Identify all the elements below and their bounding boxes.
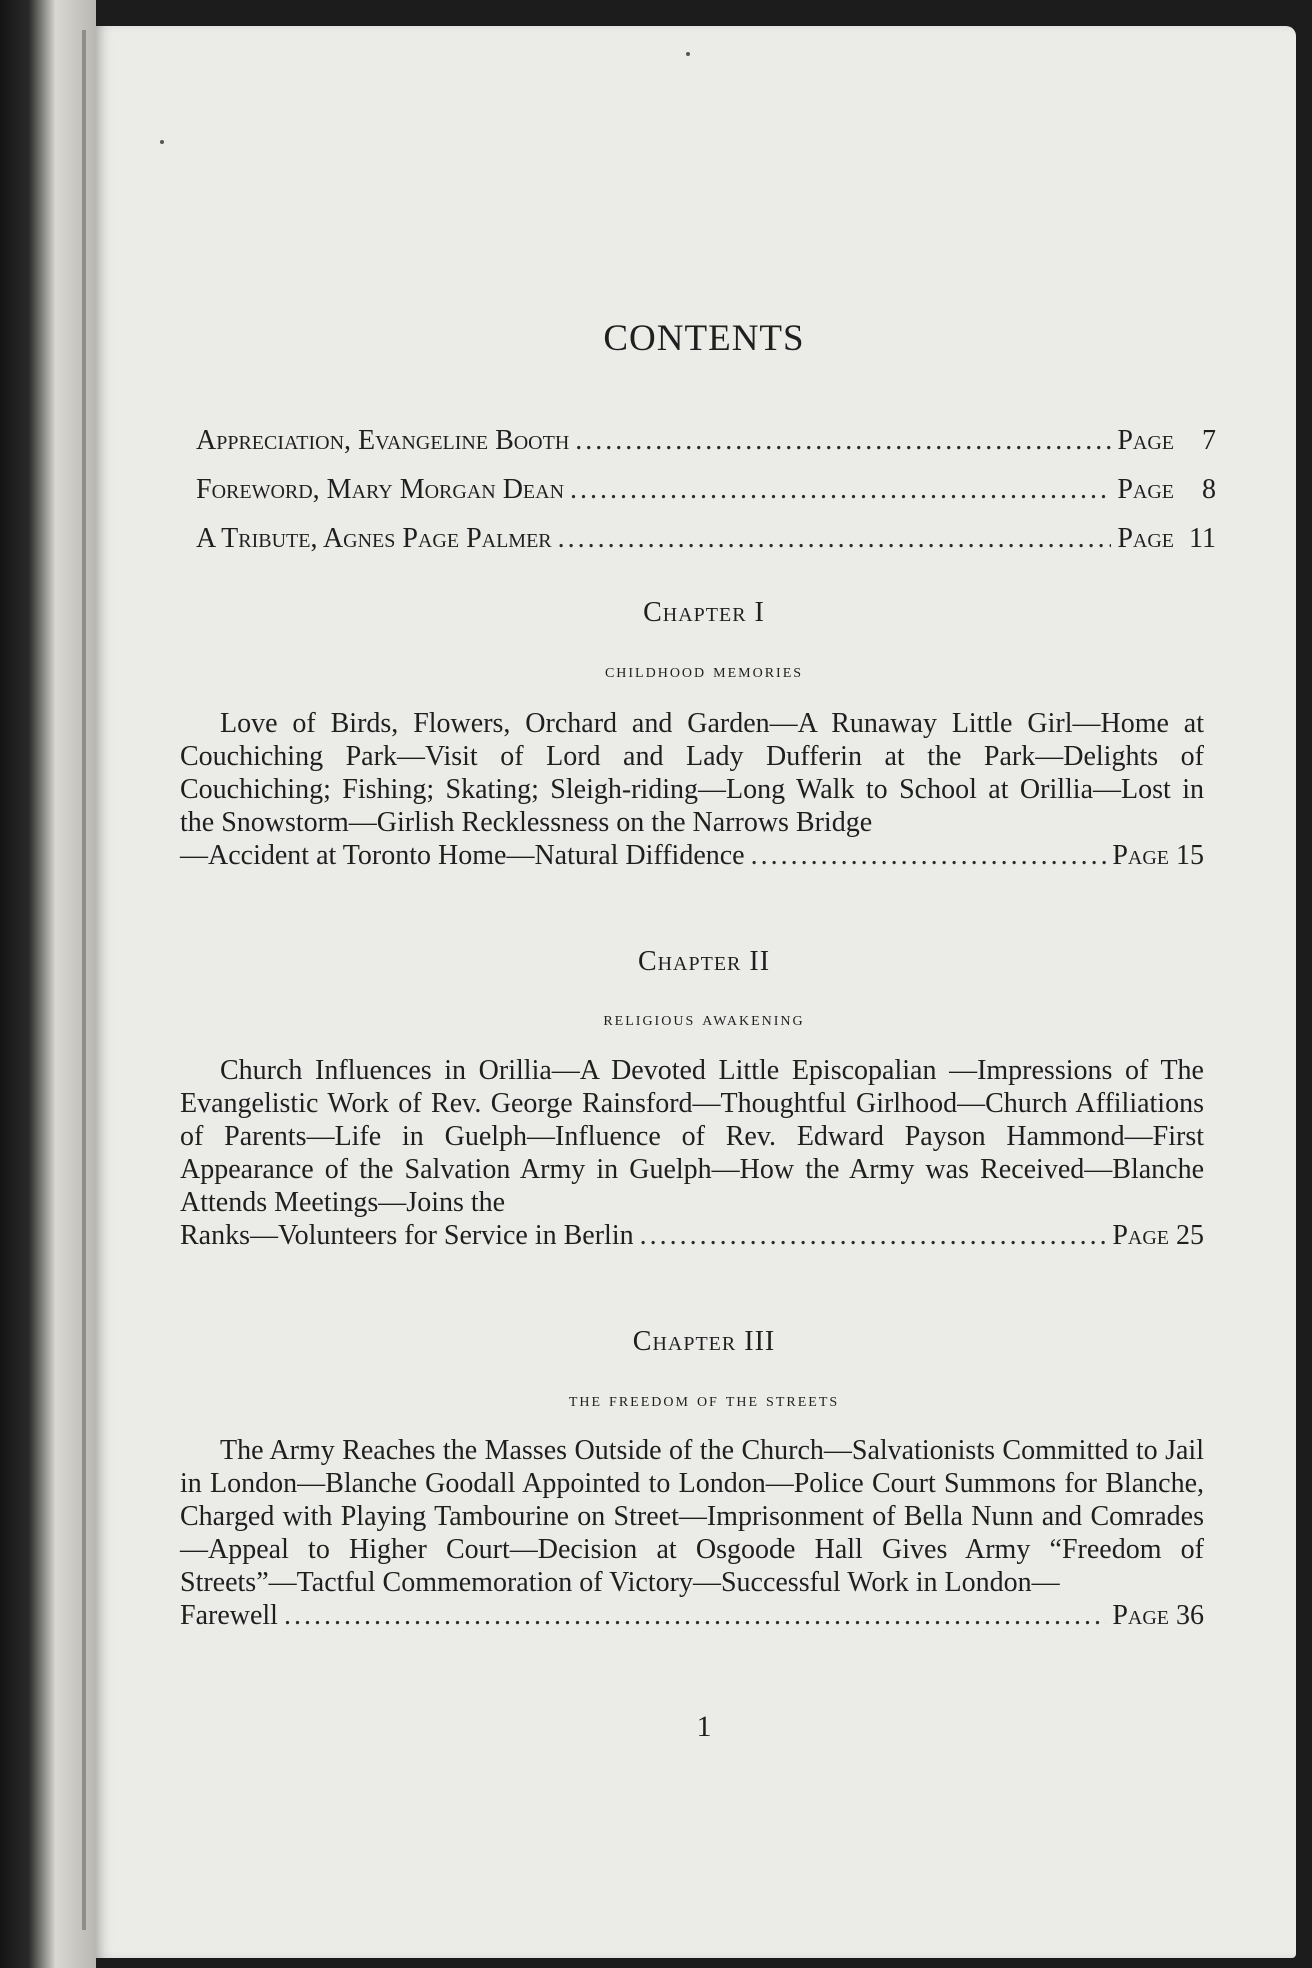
toc-entry-label: Appreciation, Evangeline Booth xyxy=(196,425,570,456)
leader-dots xyxy=(558,523,1112,555)
chapter-heading-1: Chapter I xyxy=(643,597,765,628)
leader-dots xyxy=(751,839,1107,872)
summary-last-line: —Accident at Toronto Home—Natural Diffidence ..... Page 15 xyxy=(180,839,1204,872)
paper-speck xyxy=(160,140,164,144)
chapter-summary-3[interactable] xyxy=(180,1434,1204,1632)
toc-entry-appreciation[interactable] xyxy=(196,425,1216,465)
leader-dots xyxy=(284,1599,1106,1632)
spine-edge xyxy=(82,30,86,1930)
chapter-subtitle-1: childhood memories xyxy=(604,660,804,682)
chapter-heading-3: Chapter III xyxy=(632,1326,776,1357)
chapter-page: Page 25 xyxy=(1112,1220,1204,1251)
leader-dots xyxy=(640,1219,1107,1252)
chapter-subtitle-2: religious awakening xyxy=(603,1008,805,1030)
contents-page xyxy=(96,0,1312,1968)
page-number: 1 xyxy=(696,1710,712,1743)
summary-text: The Army Reaches the Masses Outside of the Church—Salvationists Committed to Jail in London—Blanche Goodall Appointed to London—Police Court Summons for Blanche, Charged with Playing Tambourine on Street—Imprisonment of Bella Nunn and Comrades—Appeal to Higher Court—Decision at Osgoode Hall Gives Army “Freedom of Streets”—Tactful Commemoration of Victory—Successful Work in London— xyxy=(180,1435,1204,1598)
toc-entry-foreword[interactable] xyxy=(196,474,1216,514)
summary-text: Love of Birds, Flowers, Orchard and Garden—A Runaway Little Girl—Home at Couchiching Park—Visit of Lord and Lady Dufferin at the Park—Delights of Couchiching; Fishing; Skating; Sleigh-riding—Long Walk to School at Orillia—Lost in the Snowstorm—Girlish Recklessness on the Narrows Bridge xyxy=(180,708,1204,838)
summary-last-line: Farewell ..... Page 36 xyxy=(180,1599,1204,1632)
chapter-summary-1[interactable] xyxy=(180,707,1204,872)
summary-last-line: Ranks—Volunteers for Service in Berlin ..... Page 25 xyxy=(180,1219,1204,1252)
toc-entry-page: Page 7 xyxy=(1117,425,1216,456)
toc-entry-page: Page 8 xyxy=(1117,474,1216,505)
toc-entry-label: Foreword, Mary Morgan Dean xyxy=(196,474,565,505)
page-title: CONTENTS xyxy=(603,318,805,359)
chapter-summary-2[interactable] xyxy=(180,1054,1204,1252)
paper-speck xyxy=(686,52,690,56)
leader-dots xyxy=(570,474,1111,506)
chapter-subtitle-3: the freedom of the streets xyxy=(568,1389,840,1411)
toc-entry-page: Page 11 xyxy=(1117,523,1216,554)
toc-entry-label: A Tribute, Agnes Page Palmer xyxy=(196,523,552,554)
leader-dots xyxy=(575,425,1111,457)
toc-entry-tribute[interactable] xyxy=(196,523,1216,563)
chapter-page: Page 36 xyxy=(1112,1600,1204,1631)
chapter-heading-2: Chapter II xyxy=(637,946,771,977)
chapter-page: Page 15 xyxy=(1112,840,1204,871)
summary-text: Church Influences in Orillia—A Devoted Little Episcopalian —Impressions of The Evangelistic Work of Rev. George Rainsford—Thoughtful Girlhood—Church Affiliations of Parents—Life in Guelph—Influence of Rev. Edward Payson Hammond—First Appearance of the Salvation Army in Guelph—How the Army was Received—Blanche Attends Meetings—Joins the xyxy=(180,1055,1204,1218)
